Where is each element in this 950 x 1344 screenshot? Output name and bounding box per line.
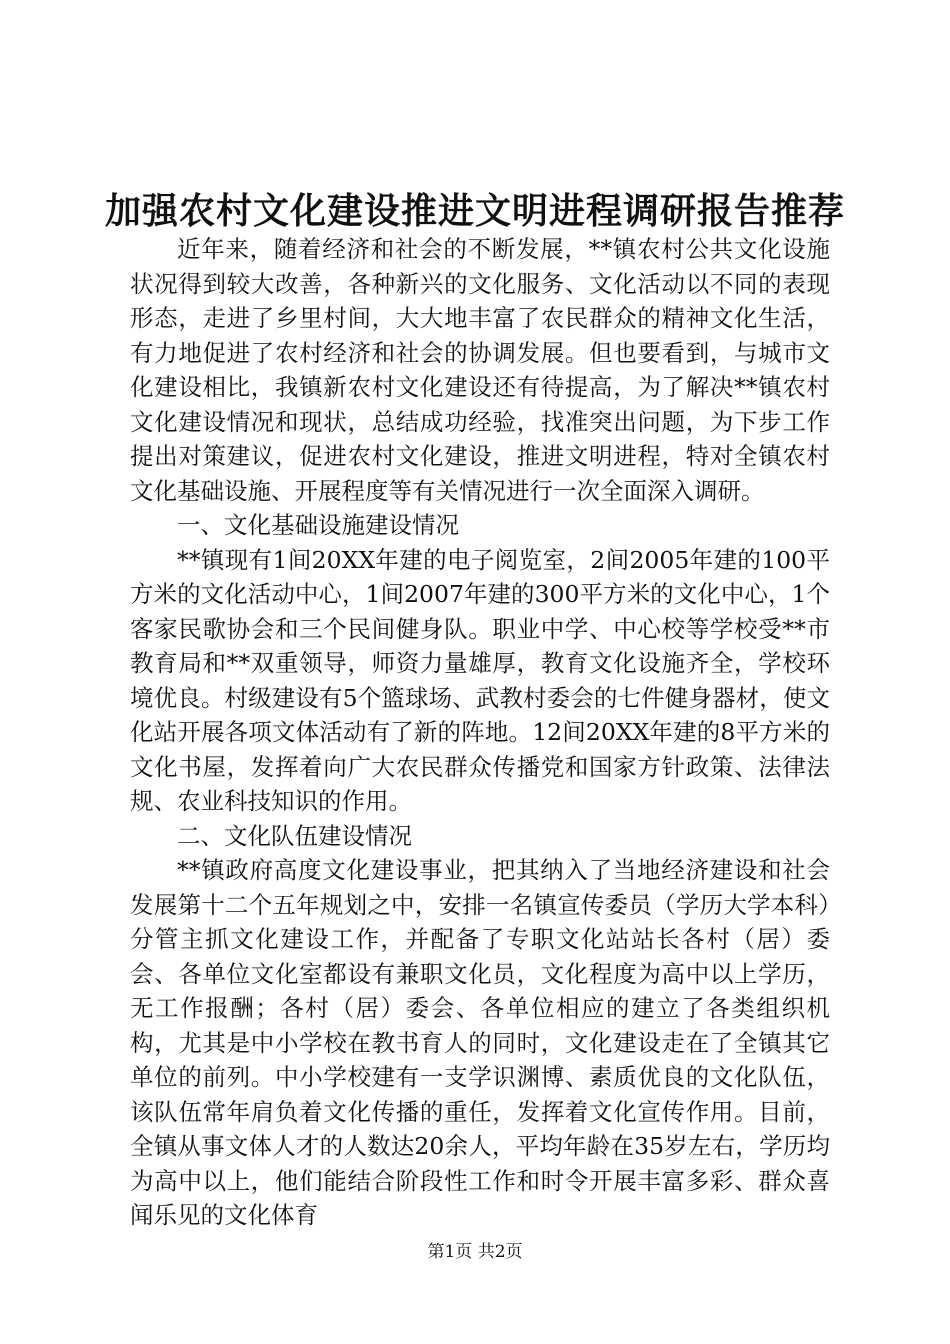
document-body: [130, 232, 830, 1233]
intro-paragraph: 近年来，随着经济和社会的不断发展，**镇农村公共文化设施状况得到较大改善，各种新兴的文化服务、文化活动以不同的表现形态，走进了乡里村间，大大地丰富了农民群众的精神文化生活，有力地促进了农村经济和社会的协调发展。但也要看到，与城市文化建设相比，我镇新农村文化建设还有待提高，为了解决**镇农村文化建设情况和现状，总结成功经验，找准突出问题，为下步工作提出对策建议，促进农村文化建设，推进文明进程，特对全镇农村文化基础设施、开展程度等有关情况进行一次全面深入调研。: [130, 235, 830, 505]
section-heading-1: 一、文化基础设施建设情况: [177, 511, 459, 539]
section-1-paragraph: **镇现有1间20XX年建的电子阅览室，2间2005年建的100平方米的文化活动中心，1间2007年建的300平方米的文化中心，1个客家民歌协会和三个民间健身队。职业中学、中心校等学校受**市教育局和**双重领导，师资力量雄厚，教育文化设施齐全，学校环境优良。村级建设有5个篮球场、武教村委会的七件健身器材，使文化站开展各项文体活动有了新的阵地。12间20XX年建的8平方米的文化书屋，发挥着向广大农民群众传播党和国家方针政策、法律法规、农业科技知识的作用。: [130, 545, 830, 815]
document-title: 加强农村文化建设推进文明进程调研报告推荐: [104, 190, 845, 232]
page-number-footer: 第1页 共2页: [427, 1242, 523, 1262]
section-2-paragraph: **镇政府高度文化建设事业，把其纳入了当地经济建设和社会发展第十二个五年规划之中，安排一名镇宣传委员（学历大学本科）分管主抓文化建设工作，并配备了专职文化站站长各村（居）委会、各单位文化室都设有兼职文化员，文化程度为高中以上学历，无工作报酬；各村（居）委会、各单位相应的建立了各类组织机构，尤其是中小学校在教书育人的同时，文化建设走在了全镇其它单位的前列。中小学校建有一支学识渊博、素质优良的文化队伍，该队伍常年肩负着文化传播的重任，发挥着文化宣传作用。目前，全镇从事文体人才的人数达20余人，平均年龄在35岁左右，学历均为高中以上，他们能结合阶段性工作和时令开展丰富多彩、群众喜闻乐见的文化体育: [130, 856, 830, 1229]
section-heading-2: 二、文化队伍建设情况: [177, 821, 412, 850]
